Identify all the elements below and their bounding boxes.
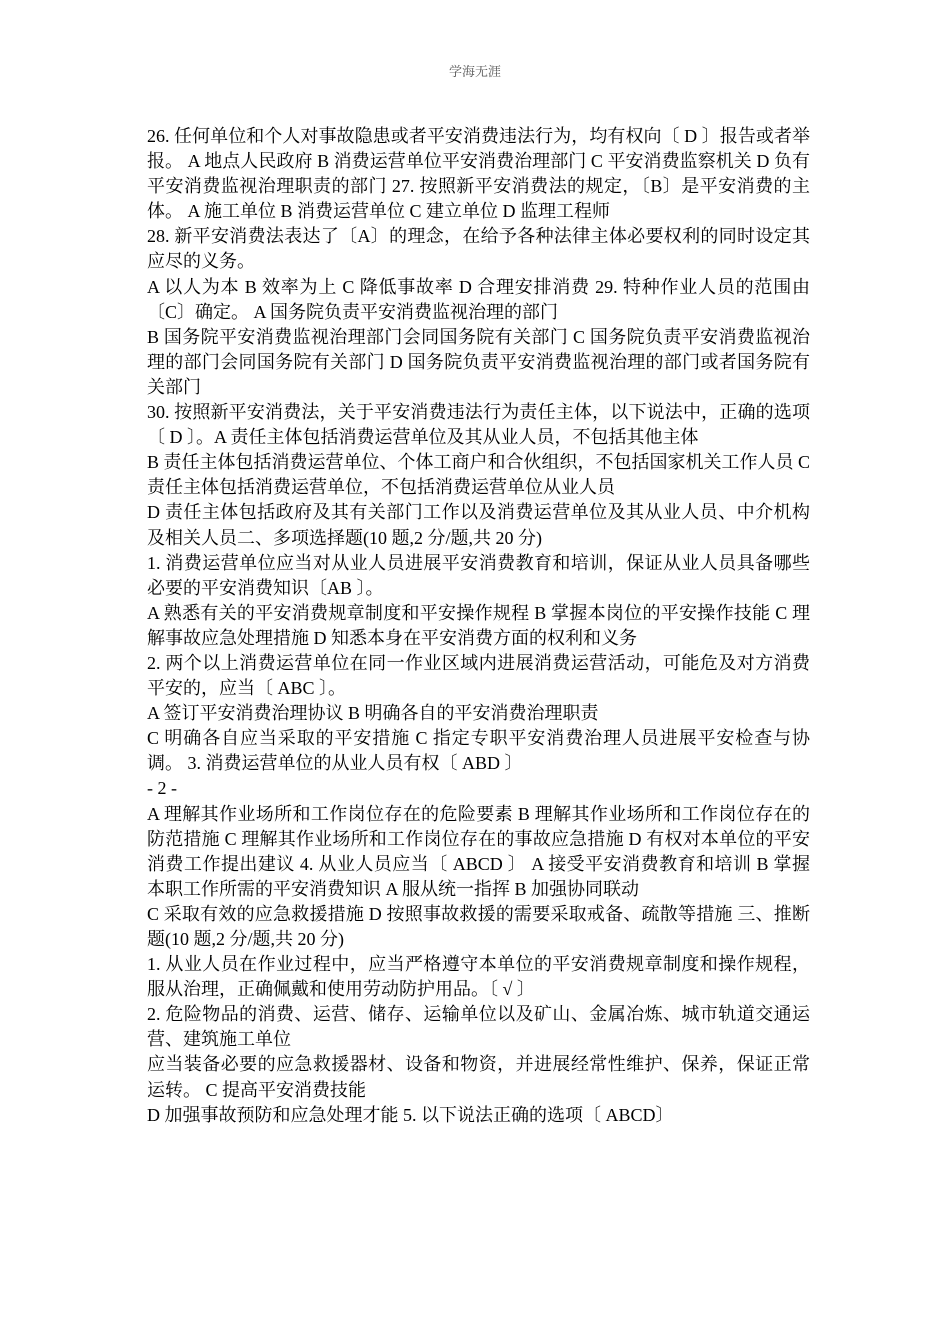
paragraph-mc-q2-options-ab: A 签订平安消费治理协议 B 明确各自的平安消费治理职责 — [147, 703, 599, 724]
paragraph-tf-q1: 1. 从业人员在作业过程中，应当严格遵守本单位的平安消费规章制度和操作规程，服从治理，正确佩戴和使用劳动防护用品。〔 √ 〕 — [147, 954, 810, 1000]
paragraph-mc-q2-options-cd-q3: C 明确各自应当采取的平安措施 C 指定专职平安消费治理人员进展平安检查与协调。 3. 消费运营单位的从业人员有权〔 ABD 〕 — [147, 728, 810, 774]
paragraph-q28: 28. 新平安消费法表达了〔A〕的理念，在给予各种法律主体必要权利的同时设定其应尽的义务。 — [147, 226, 810, 272]
paragraph-q29-options: B 国务院平安消费监视治理部门会同国务院有关部门 C 国务院负责平安消费监视治理的部门会同国务院有关部门 D 国务院负责平安消费监视治理的部门或者国务院有关部门 — [147, 326, 810, 397]
paragraph-mc-q1: 1. 消费运营单位应当对从业人员进展平安消费教育和培训，保证从业人员具备哪些必要的平安消费知识〔AB 〕。 — [147, 552, 810, 598]
document-body — [147, 124, 810, 1128]
paragraph-mc-q3-options-q4: A 理解其作业场所和工作岗位存在的危险要素 B 理解其作业场所和工作岗位存在的防范措施 C 理解其作业场所和工作岗位存在的事故应急措施 D 有权对本单位的平安消费工作提出建议 4. 从业人员应当〔 ABCD 〕 A 接受平安消费教育和培训 B 掌握本职工作所需的平安消费知识 A 服从统一指挥 B 加强协同联动 — [147, 803, 810, 899]
paragraph-q30: 30. 按照新平安消费法，关于平安消费违法行为责任主体，以下说法中，正确的选项〔 D 〕。A 责任主体包括消费运营单位及其从业人员，不包括其他主体 — [147, 402, 810, 448]
paragraph-tf-q2-continued: 应当装备必要的应急救援器材、设备和物资，并进展经常性维护、保养，保证正常运转。 C 提高平安消费技能 — [147, 1054, 810, 1100]
paragraph-mc-q1-options: A 熟悉有关的平安消费规章制度和平安操作规程 B 掌握本岗位的平安操作技能 C 理解事故应急处理措施 D 知悉本身在平安消费方面的权利和义务 — [147, 602, 810, 648]
paragraph-mc-q4-options-section-3: C 采取有效的应急救援措施 D 按照事故救援的需要采取戒备、疏散等措施 三、推断题(10 题,2 分/题,共 20 分) — [147, 903, 810, 949]
paragraph-q30-option-d-section-2: D 责任主体包括政府及其有关部门工作以及消费运营单位及其从业人员、中介机构及相关人员二、多项选择题(10 题,2 分/题,共 20 分) — [147, 502, 810, 548]
paragraph-tf-q2: 2. 危险物品的消费、运营、储存、运输单位以及矿山、金属冶炼、城市轨道交通运营、建筑施工单位 — [147, 1004, 810, 1050]
paragraph-mc-q2: 2. 两个以上消费运营单位在同一作业区域内进展消费运营活动，可能危及对方消费平安的，应当〔 ABC 〕。 — [147, 652, 810, 699]
paragraph-q26-q27: 26. 任何单位和个人对事故隐患或者平安消费违法行为，均有权向〔 D 〕报告或者举报。 A 地点人民政府 B 消费运营单位平安消费治理部门 C 平安消费监察机关 D 负有平安消费监视治理职责的部门 27. 按照新平安消费法的规定，〔B〕是平安消费的主体。 A 施工单位 B 消费运营单位 C 建立单位 D 监理工程师 — [147, 126, 810, 222]
page-header: 学海无涯 — [448, 64, 501, 79]
paragraph-q30-options-bc: B 责任主体包括消费运营单位、个体工商户和合伙组织，不包括国家机关工作人员 C 责任主体包括消费运营单位，不包括消费运营单位从业人员 — [147, 452, 811, 498]
page-number: - 2 - — [147, 778, 177, 799]
paragraph-q28-options-q29: A 以人为本 B 效率为上 C 降低事故率 D 合理安排消费 29. 特种作业人员的范围由〔C〕确定。 A 国务院负责平安消费监视治理的部门 — [147, 276, 810, 322]
paragraph-option-d-q5: D 加强事故预防和应急处理才能 5. 以下说法正确的选项〔 ABCD〕 — [147, 1104, 674, 1125]
